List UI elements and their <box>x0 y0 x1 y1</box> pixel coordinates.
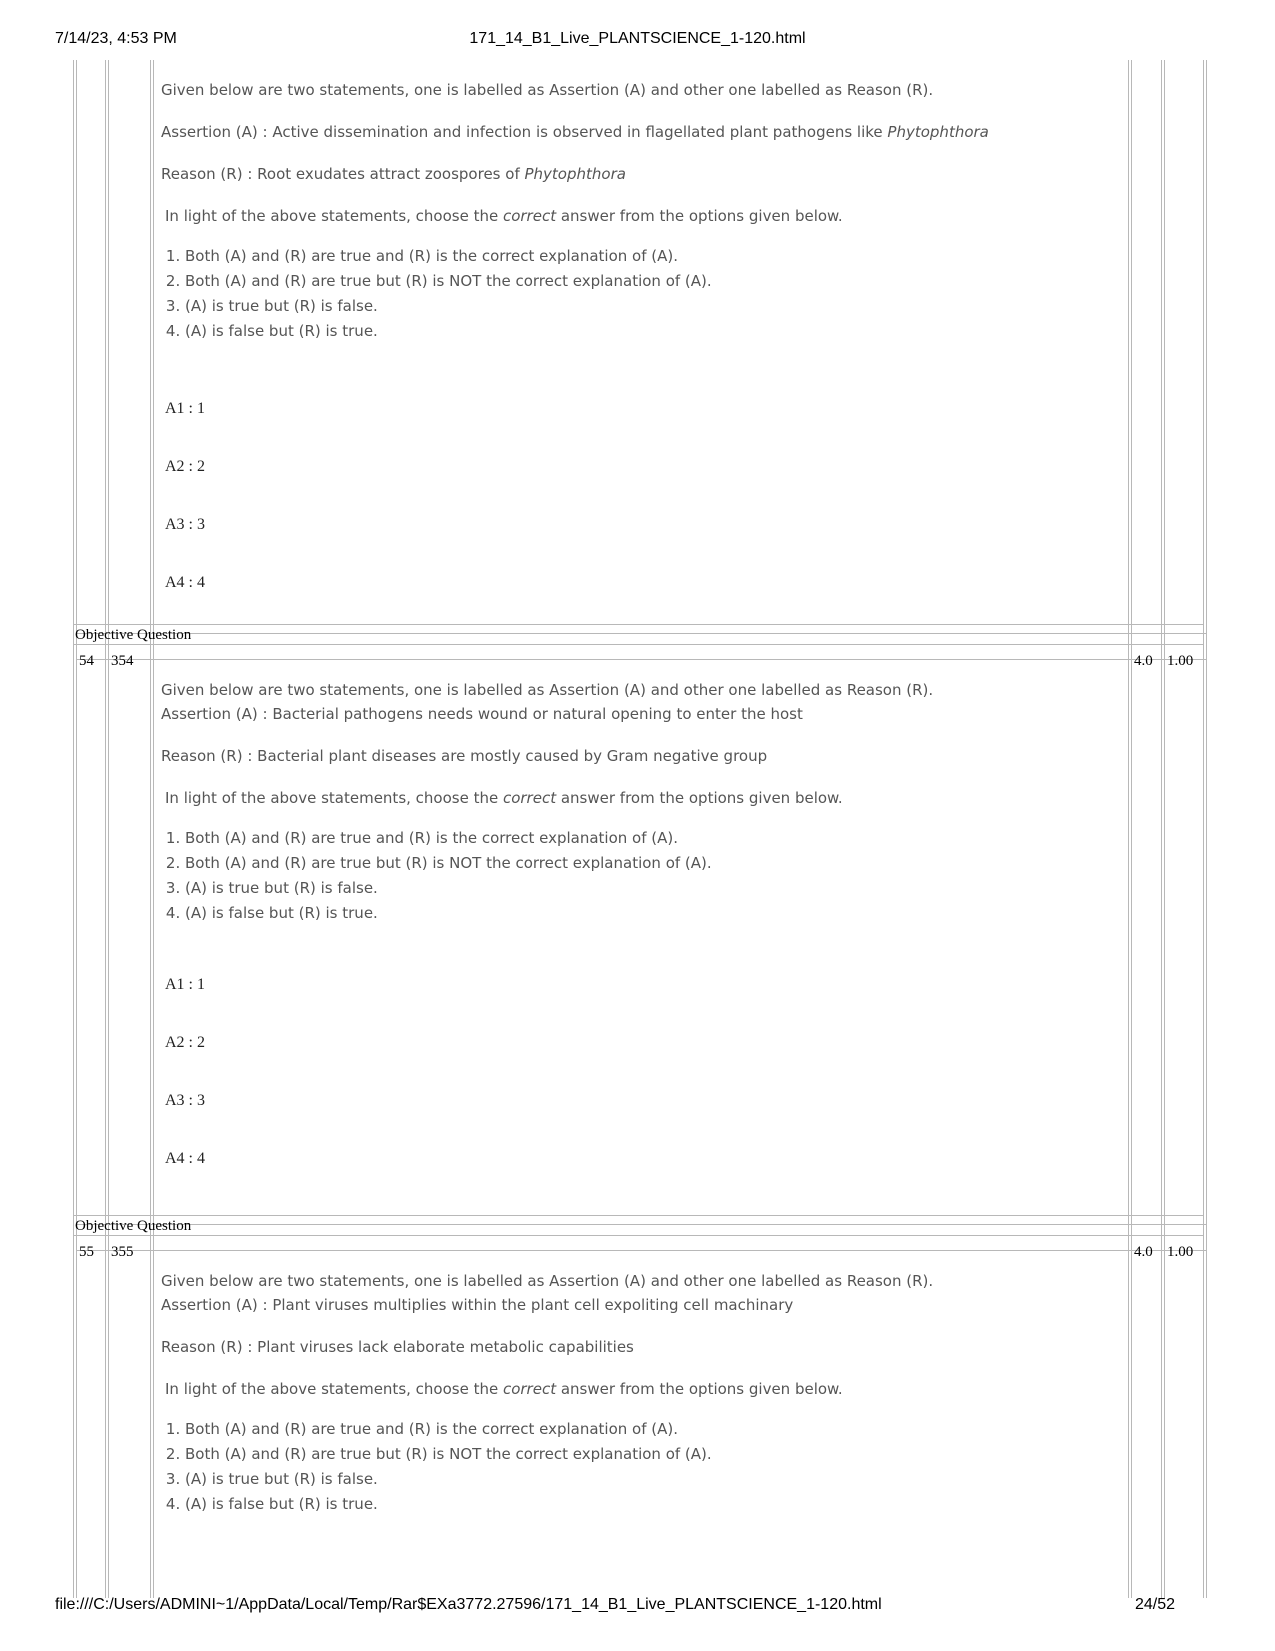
options-list <box>161 826 1061 926</box>
intro-text: Given below are two statements, one is labelled as Assertion (A) and other one labelled as Reason (R). <box>161 681 934 699</box>
negative-marks: 1.00 <box>1167 653 1194 669</box>
option-4: 4. (A) is false but (R) is true. <box>185 901 1061 926</box>
section-label: Objective Question <box>73 624 1204 645</box>
answer-a2: A2 : 2 <box>165 458 205 475</box>
print-file-path: file:///C:/Users/ADMINI~1/AppData/Local/Temp/Rar$EXa3772.27596/171_14_B1_Live_PLANTSCIENCE_1-120.html <box>55 1596 882 1613</box>
intro-text: Given below are two statements, one is labelled as Assertion (A) and other one labelled as Reason (R). <box>161 81 934 99</box>
question-id: 354 <box>111 653 134 669</box>
instruction-text: In light of the above statements, choose the correct answer from the options given below. <box>165 789 843 807</box>
option-3: 3. (A) is true but (R) is false. <box>185 294 1061 319</box>
option-1: 1. Both (A) and (R) are true and (R) is the correct explanation of (A). <box>185 1417 1061 1442</box>
assertion-text: Assertion (A) : Plant viruses multiplies within the plant cell expoliting cell machinary <box>161 1296 794 1314</box>
instruction-text: In light of the above statements, choose the correct answer from the options given below. <box>165 207 843 225</box>
reason-text: Reason (R) : Plant viruses lack elaborate metabolic capabilities <box>161 1338 634 1356</box>
option-3: 3. (A) is true but (R) is false. <box>185 1467 1061 1492</box>
option-4: 4. (A) is false but (R) is true. <box>185 1492 1061 1517</box>
intro-text: Given below are two statements, one is labelled as Assertion (A) and other one labelled as Reason (R). <box>161 1272 934 1290</box>
option-2: 2. Both (A) and (R) are true but (R) is NOT the correct explanation of (A). <box>185 851 1061 876</box>
print-title: 171_14_B1_Live_PLANTSCIENCE_1-120.html <box>469 30 806 47</box>
reason-text: Reason (R) : Root exudates attract zoospores of Phytophthora <box>161 165 626 183</box>
option-1: 1. Both (A) and (R) are true and (R) is the correct explanation of (A). <box>185 244 1061 269</box>
answer-a3: A3 : 3 <box>165 1092 205 1109</box>
option-4: 4. (A) is false but (R) is true. <box>185 319 1061 344</box>
reason-text: Reason (R) : Bacterial plant diseases are mostly caused by Gram negative group <box>161 747 768 765</box>
answer-a1: A1 : 1 <box>165 400 205 417</box>
option-2: 2. Both (A) and (R) are true but (R) is NOT the correct explanation of (A). <box>185 1442 1061 1467</box>
instruction-text: In light of the above statements, choose the correct answer from the options given below. <box>165 1380 843 1398</box>
option-2: 2. Both (A) and (R) are true but (R) is NOT the correct explanation of (A). <box>185 269 1061 294</box>
serial-number: 55 <box>79 1244 94 1260</box>
negative-marks: 1.00 <box>1167 1244 1194 1260</box>
question-53-text <box>161 78 1061 344</box>
answer-a1: A1 : 1 <box>165 976 205 993</box>
assertion-text: Assertion (A) : Bacterial pathogens needs wound or natural opening to enter the host <box>161 705 803 723</box>
answer-a2: A2 : 2 <box>165 1034 205 1051</box>
option-1: 1. Both (A) and (R) are true and (R) is the correct explanation of (A). <box>185 826 1061 851</box>
page-number: 24/52 <box>1134 1596 1175 1613</box>
question-55-text <box>161 1269 1061 1517</box>
answer-a3: A3 : 3 <box>165 516 205 533</box>
serial-number: 54 <box>79 653 94 669</box>
section-label: Objective Question <box>73 1215 1204 1236</box>
option-3: 3. (A) is true but (R) is false. <box>185 876 1061 901</box>
options-list <box>161 1417 1061 1517</box>
options-list <box>161 244 1061 344</box>
print-datetime: 7/14/23, 4:53 PM <box>55 30 177 47</box>
answer-a4: A4 : 4 <box>165 1150 205 1167</box>
question-54-text <box>161 678 1061 926</box>
assertion-text: Assertion (A) : Active dissemination and infection is observed in flagellated plant pathogens like Phytophthora <box>161 123 989 141</box>
answer-a4: A4 : 4 <box>165 574 205 591</box>
question-id: 355 <box>111 1244 134 1260</box>
marks: 4.0 <box>1134 653 1153 669</box>
marks: 4.0 <box>1134 1244 1153 1260</box>
